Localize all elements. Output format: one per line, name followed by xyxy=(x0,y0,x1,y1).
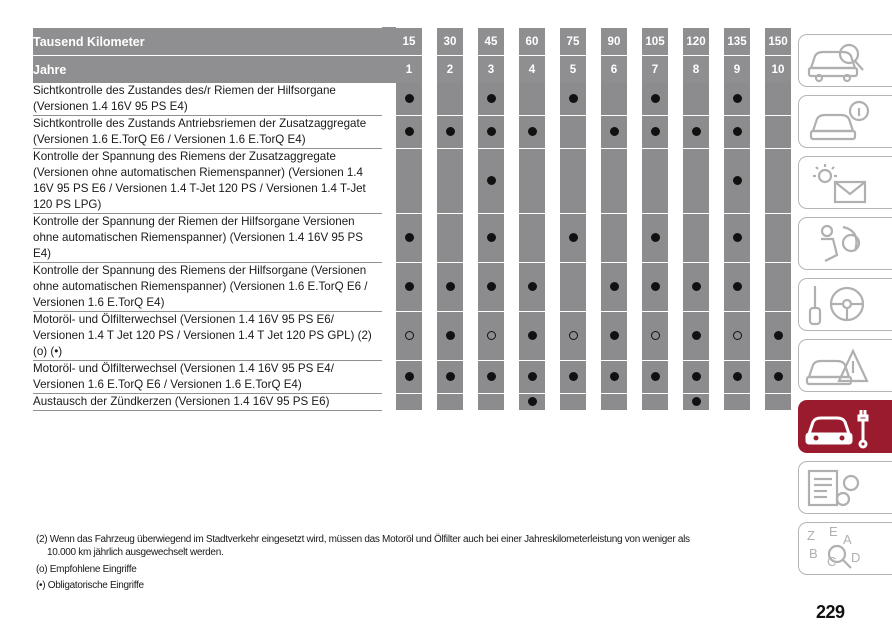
schedule-cell xyxy=(724,394,750,411)
mandatory-dot-mark xyxy=(528,331,537,340)
year-header-5: 6 xyxy=(601,55,627,83)
km-header-8: 135 xyxy=(724,27,750,55)
mandatory-dot-mark xyxy=(487,372,496,381)
schedule-cell xyxy=(478,149,504,214)
schedule-cell xyxy=(519,214,545,263)
schedule-cell xyxy=(765,263,791,312)
schedule-cell xyxy=(642,149,668,214)
mandatory-dot-mark xyxy=(733,282,742,291)
mandatory-dot-mark xyxy=(487,282,496,291)
schedule-cell xyxy=(683,361,709,394)
mandatory-dot-mark xyxy=(528,282,537,291)
schedule-cell xyxy=(601,214,627,263)
svg-text:A: A xyxy=(843,532,852,547)
km-header-label: Tausend Kilometer xyxy=(33,27,382,55)
schedule-cell xyxy=(437,149,463,214)
km-header-3: 60 xyxy=(519,27,545,55)
schedule-cell xyxy=(437,312,463,361)
schedule-cell xyxy=(396,394,422,411)
table-row xyxy=(33,116,791,149)
mandatory-dot-mark xyxy=(733,176,742,185)
mandatory-dot-mark xyxy=(651,282,660,291)
row-description: Kontrolle der Spannung des Riemens der Hilfsorgane (Versionen ohne automatischen Riemenspanner) (Versionen 1.6 E.TorQ E6 / Versionen 1.6 E.TorQ E4) xyxy=(33,263,382,312)
schedule-cell xyxy=(765,116,791,149)
schedule-cell xyxy=(396,214,422,263)
table-row xyxy=(33,83,791,116)
schedule-cell xyxy=(437,394,463,411)
year-header-7: 8 xyxy=(683,55,709,83)
mandatory-dot-mark xyxy=(569,94,578,103)
schedule-cell xyxy=(519,116,545,149)
table-row xyxy=(33,394,791,411)
mandatory-dot-mark xyxy=(692,282,701,291)
mandatory-dot-mark xyxy=(528,127,537,136)
row-description: Kontrolle der Spannung der Riemen der Hilfsorgane Versionen ohne automatischen Riemenspanner) (Versionen 1.4 16V 95 PS E4) xyxy=(33,214,382,263)
mandatory-dot-mark xyxy=(528,372,537,381)
schedule-cell xyxy=(765,312,791,361)
table-row xyxy=(33,149,791,214)
km-header-1: 30 xyxy=(437,27,463,55)
chapter-tab-2[interactable] xyxy=(798,156,892,209)
schedule-cell xyxy=(683,116,709,149)
mandatory-dot-mark xyxy=(405,127,414,136)
schedule-cell xyxy=(683,83,709,116)
mandatory-dot-mark xyxy=(405,372,414,381)
km-header-5: 90 xyxy=(601,27,627,55)
svg-text:D: D xyxy=(851,550,861,565)
mandatory-dot-mark xyxy=(446,282,455,291)
table-row xyxy=(33,361,791,394)
page-number: 229 xyxy=(816,602,845,622)
mandatory-dot-mark xyxy=(733,94,742,103)
row-description: Sichtkontrolle des Zustandes des/r Riemen der Hilfsorgane (Versionen 1.4 16V 95 PS E4) xyxy=(33,83,382,116)
recommended-ring-mark xyxy=(569,331,578,340)
km-header-7: 120 xyxy=(683,27,709,55)
mandatory-dot-mark xyxy=(405,94,414,103)
schedule-cell xyxy=(519,312,545,361)
mandatory-dot-mark xyxy=(405,282,414,291)
schedule-cell xyxy=(601,116,627,149)
mandatory-dot-mark xyxy=(692,372,701,381)
schedule-cell xyxy=(642,312,668,361)
schedule-cell xyxy=(560,394,586,411)
mandatory-dot-mark xyxy=(610,282,619,291)
schedule-cell xyxy=(601,361,627,394)
schedule-cell xyxy=(396,149,422,214)
note-2-line-2: 10.000 km jährlich ausgewechselt werden. xyxy=(47,547,224,558)
chapter-tab-4[interactable] xyxy=(798,278,892,331)
schedule-cell xyxy=(601,83,627,116)
schedule-cell xyxy=(519,263,545,312)
schedule-cell xyxy=(601,394,627,411)
row-description: Kontrolle der Spannung des Riemens der Zusatzaggregate (Versionen ohne automatischen Riemenspanner) (Versionen 1.4 16V 95 PS E6 / Versionen 1.4 T-Jet 120 PS / Versionen 1.4 T-Jet 120 PS LPG) xyxy=(33,149,382,214)
schedule-cell xyxy=(601,312,627,361)
schedule-cell xyxy=(478,214,504,263)
schedule-cell xyxy=(642,361,668,394)
schedule-cell xyxy=(478,312,504,361)
schedule-cell xyxy=(396,83,422,116)
svg-text:C: C xyxy=(827,554,837,569)
mandatory-dot-mark xyxy=(651,233,660,242)
header-row-kilometers xyxy=(33,27,791,55)
mandatory-dot-mark xyxy=(446,331,455,340)
row-description: Motoröl- und Ölfilterwechsel (Versionen 1.4 16V 95 PS E6/ Versionen 1.4 T Jet 120 PS / Versionen 1.4 T Jet 120 PS GPL) (2) (o) (•) xyxy=(33,312,382,361)
mandatory-dot-mark xyxy=(487,94,496,103)
schedule-cell xyxy=(560,361,586,394)
schedule-cell xyxy=(519,83,545,116)
schedule-cell xyxy=(396,263,422,312)
schedule-cell xyxy=(560,312,586,361)
maintenance-schedule-table xyxy=(33,27,791,411)
schedule-cell xyxy=(519,394,545,411)
km-header-2: 45 xyxy=(478,27,504,55)
schedule-cell xyxy=(724,263,750,312)
km-header-9: 150 xyxy=(765,27,791,55)
mandatory-dot-mark xyxy=(528,397,537,406)
chapter-tab-1[interactable] xyxy=(798,95,892,148)
chapter-tab-3[interactable] xyxy=(798,217,892,270)
schedule-cell xyxy=(642,394,668,411)
mandatory-dot-mark xyxy=(569,233,578,242)
schedule-cell xyxy=(560,263,586,312)
mandatory-dot-mark xyxy=(487,176,496,185)
schedule-cell xyxy=(478,263,504,312)
schedule-cell xyxy=(642,83,668,116)
mandatory-dot-mark xyxy=(733,127,742,136)
note-2-line-1: (2) Wenn das Fahrzeug überwiegend im Stadtverkehr eingesetzt wird, müssen das Motoröl und Ölfilter auch bei einer Jahreskilometerleistung von weniger als xyxy=(36,534,690,545)
schedule-cell xyxy=(437,263,463,312)
schedule-cell xyxy=(683,312,709,361)
schedule-cell xyxy=(437,214,463,263)
schedule-cell xyxy=(683,394,709,411)
schedule-cell xyxy=(765,83,791,116)
schedule-cell xyxy=(683,263,709,312)
schedule-cell xyxy=(765,149,791,214)
mandatory-dot-mark xyxy=(692,127,701,136)
mandatory-dot-mark xyxy=(487,127,496,136)
schedule-cell xyxy=(724,83,750,116)
schedule-cell xyxy=(437,116,463,149)
year-header-0: 1 xyxy=(396,55,422,83)
year-header-3: 4 xyxy=(519,55,545,83)
schedule-cell xyxy=(724,312,750,361)
chapter-tab-6[interactable] xyxy=(798,400,892,453)
chapter-tab-8[interactable] xyxy=(798,522,892,575)
schedule-cell xyxy=(560,149,586,214)
schedule-cell xyxy=(642,214,668,263)
schedule-cell xyxy=(478,83,504,116)
chapter-tab-7[interactable] xyxy=(798,461,892,514)
row-description: Sichtkontrolle des Zustands Antriebsriemen der Zusatzaggregate (Versionen 1.6 E.TorQ E6 / Versionen 1.6 E.TorQ E4) xyxy=(33,116,382,149)
header-row-years xyxy=(33,55,791,83)
km-header-4: 75 xyxy=(560,27,586,55)
schedule-cell xyxy=(642,116,668,149)
mandatory-dot-mark xyxy=(774,331,783,340)
mandatory-dot-mark xyxy=(569,372,578,381)
year-header-1: 2 xyxy=(437,55,463,83)
schedule-cell xyxy=(724,149,750,214)
schedule-cell xyxy=(437,83,463,116)
schedule-cell xyxy=(724,361,750,394)
mandatory-dot-mark xyxy=(651,372,660,381)
recommended-ring-mark xyxy=(487,331,496,340)
mandatory-dot-mark xyxy=(610,331,619,340)
schedule-cell xyxy=(560,116,586,149)
mandatory-dot-mark xyxy=(446,372,455,381)
schedule-cell xyxy=(601,149,627,214)
schedule-cell xyxy=(519,361,545,394)
svg-text:Z: Z xyxy=(807,528,815,543)
year-header-4: 5 xyxy=(560,55,586,83)
schedule-cell xyxy=(437,361,463,394)
schedule-cell xyxy=(724,214,750,263)
svg-text:E: E xyxy=(829,526,838,539)
mandatory-dot-mark xyxy=(405,233,414,242)
schedule-cell xyxy=(478,116,504,149)
schedule-cell xyxy=(478,394,504,411)
schedule-cell xyxy=(560,83,586,116)
schedule-cell xyxy=(478,361,504,394)
schedule-cell xyxy=(765,394,791,411)
mandatory-dot-mark xyxy=(692,397,701,406)
note-recommended: (o) Empfohlene Eingriffe xyxy=(36,564,137,575)
mandatory-dot-mark xyxy=(610,127,619,136)
footnotes xyxy=(36,533,776,592)
mandatory-dot-mark xyxy=(733,372,742,381)
km-header-6: 105 xyxy=(642,27,668,55)
svg-text:B: B xyxy=(809,546,818,561)
mandatory-dot-mark xyxy=(692,331,701,340)
schedule-cell xyxy=(642,263,668,312)
years-header-label: Jahre xyxy=(33,55,382,83)
table-row xyxy=(33,214,791,263)
table-row xyxy=(33,263,791,312)
mandatory-dot-mark xyxy=(487,233,496,242)
schedule-cell xyxy=(765,214,791,263)
mandatory-dot-mark xyxy=(610,372,619,381)
row-description: Austausch der Zündkerzen (Versionen 1.4 16V 95 PS E6) xyxy=(33,394,382,411)
year-header-9: 10 xyxy=(765,55,791,83)
schedule-cell xyxy=(601,263,627,312)
chapter-tab-5[interactable] xyxy=(798,339,892,392)
schedule-cell xyxy=(765,361,791,394)
recommended-ring-mark xyxy=(405,331,414,340)
schedule-cell xyxy=(519,149,545,214)
mandatory-dot-mark xyxy=(733,233,742,242)
mandatory-dot-mark xyxy=(651,127,660,136)
schedule-cell xyxy=(683,214,709,263)
note-mandatory: (•) Obligatorische Eingriffe xyxy=(36,580,144,591)
schedule-cell xyxy=(724,116,750,149)
chapter-tab-0[interactable] xyxy=(798,34,892,87)
schedule-cell xyxy=(683,149,709,214)
km-header-0: 15 xyxy=(396,27,422,55)
schedule-cell xyxy=(560,214,586,263)
mandatory-dot-mark xyxy=(446,127,455,136)
schedule-cell xyxy=(396,116,422,149)
row-description: Motoröl- und Ölfilterwechsel (Versionen 1.4 16V 95 PS E4/ Versionen 1.6 E.TorQ E6 / Versionen 1.6 E.TorQ E4) xyxy=(33,361,382,394)
schedule-cell xyxy=(396,361,422,394)
mandatory-dot-mark xyxy=(651,94,660,103)
recommended-ring-mark xyxy=(733,331,742,340)
year-header-6: 7 xyxy=(642,55,668,83)
year-header-2: 3 xyxy=(478,55,504,83)
schedule-cell xyxy=(396,312,422,361)
table-row xyxy=(33,312,791,361)
year-header-8: 9 xyxy=(724,55,750,83)
recommended-ring-mark xyxy=(651,331,660,340)
mandatory-dot-mark xyxy=(774,372,783,381)
